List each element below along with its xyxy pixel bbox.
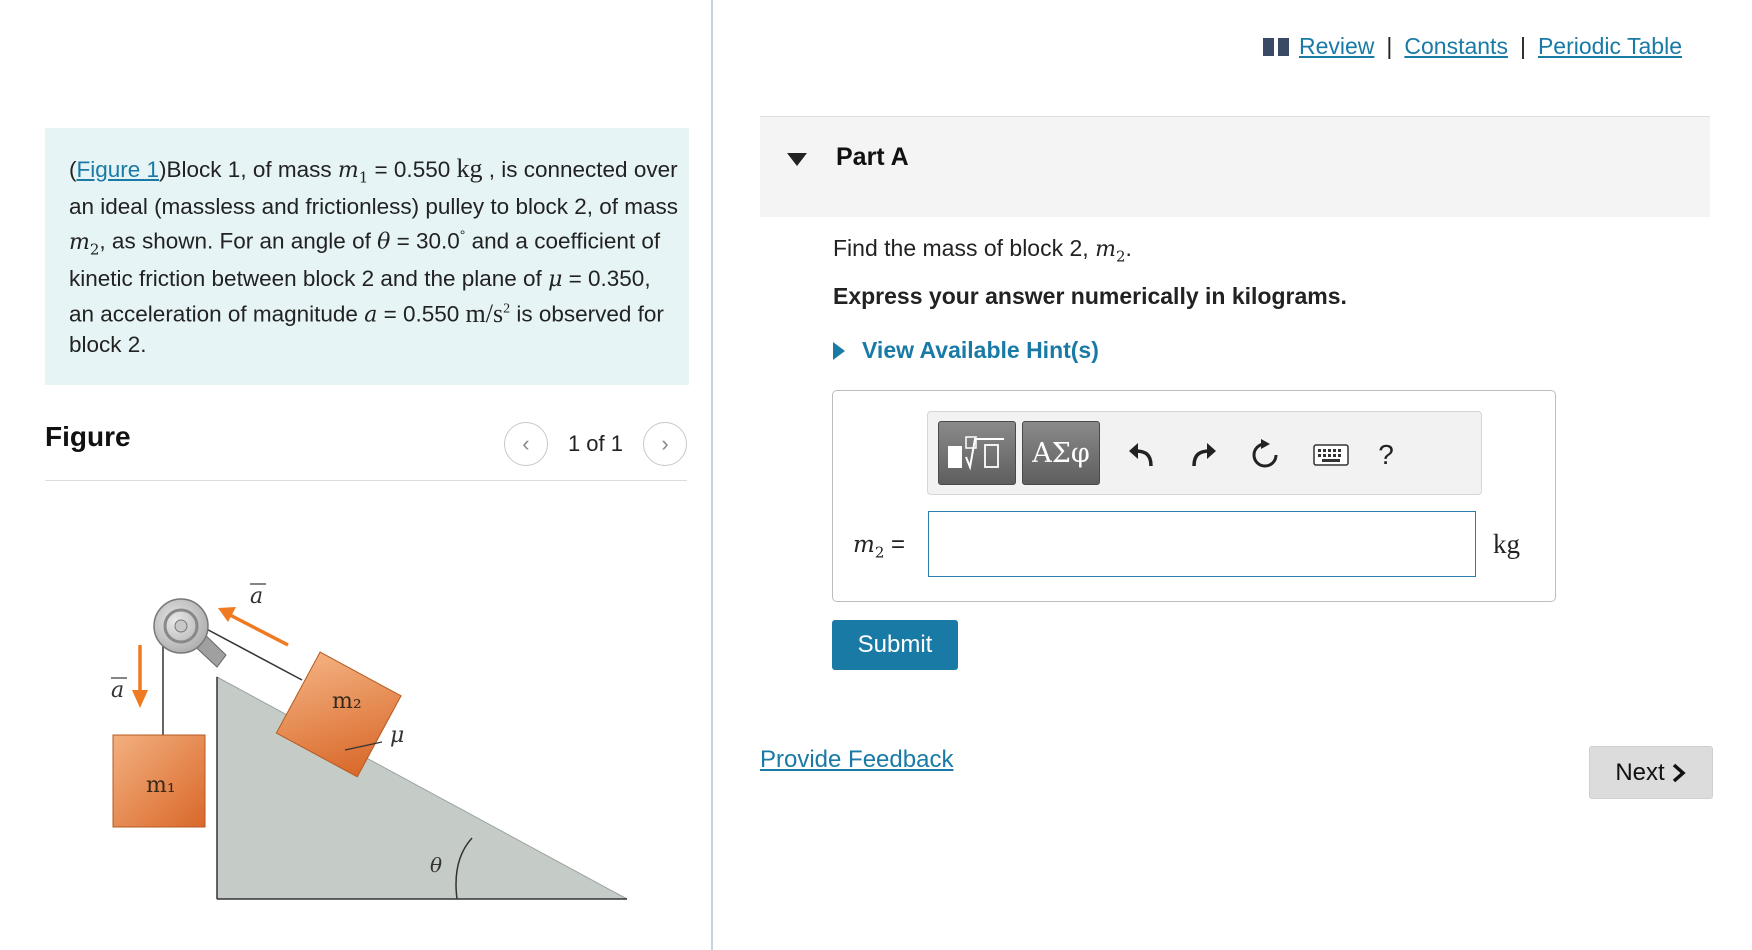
block-2-label: m₂ [332, 689, 362, 714]
answer-equals: = [884, 531, 906, 558]
mu-label: μ [390, 723, 405, 748]
answer-label [853, 531, 905, 562]
review-link[interactable]: Review [1298, 33, 1375, 59]
provide-feedback-link[interactable]: Provide Feedback [760, 746, 954, 773]
help-button[interactable]: ? [1378, 439, 1394, 470]
accel-label-1: a [111, 678, 125, 703]
answer-m2-symbol [853, 532, 885, 562]
top-resource-links [1263, 33, 1682, 60]
text-fragment: , is connected over an ideal (massless and frictionless) pulley to block 2, of mass [69, 157, 679, 220]
chevron-right-icon: › [661, 431, 669, 456]
link-separator: | [1386, 33, 1393, 59]
answer-box [832, 390, 1556, 602]
panel-divider [711, 0, 713, 950]
prev-figure-button[interactable] [504, 422, 548, 466]
mu-symbol: μ [548, 267, 563, 293]
accel-arrow-1-head [132, 690, 148, 708]
accel-arrow-2-shaft [230, 615, 288, 645]
text-fragment: is observed for block 2. [69, 301, 664, 357]
math-toolbar [927, 411, 1482, 495]
m2-symbol-letter: m [69, 229, 90, 255]
part-a-header[interactable] [760, 117, 1710, 217]
submit-button[interactable]: Submit [832, 620, 958, 670]
text-fragment: )Block 1, of mass [159, 157, 338, 182]
collapse-triangle-icon[interactable] [787, 153, 807, 166]
question-m2-symbol [1095, 237, 1126, 266]
text-fragment: ( [69, 157, 77, 182]
link-separator: | [1519, 33, 1526, 59]
problem-text [69, 154, 679, 359]
view-hints-label: View Available Hint(s) [862, 337, 1099, 363]
chevron-right-icon [1671, 763, 1687, 783]
text-fragment: = 0.550 [368, 157, 457, 182]
unit-kg: kg [456, 154, 483, 183]
undo-icon[interactable] [1125, 438, 1159, 472]
greek-symbols-button[interactable]: ΑΣφ [1022, 421, 1100, 485]
part-title: Part A [836, 143, 909, 171]
m2-symbol [69, 229, 100, 259]
text-fragment: = 0.350, an acceleration of magnitude [69, 266, 651, 327]
theta-label: θ [430, 853, 443, 877]
templates-icon [946, 433, 1008, 473]
next-button[interactable] [1589, 746, 1713, 799]
periodic-table-link[interactable]: Periodic Table [1537, 33, 1682, 59]
problem-statement-box [45, 128, 689, 385]
figure-header [45, 418, 687, 481]
question-m2-subscript: 2 [1115, 247, 1126, 266]
m1-symbol [337, 158, 369, 187]
block-1-label: m₁ [146, 773, 176, 798]
constants-link[interactable]: Constants [1404, 33, 1508, 59]
redo-icon[interactable] [1186, 438, 1220, 472]
answer-unit: kg [1493, 529, 1520, 559]
accel-label-2: a [250, 584, 264, 609]
pulley-incline-figure [100, 570, 640, 910]
figure-title: Figure [45, 421, 131, 452]
text-fragment: , as shown. For an angle of [99, 228, 378, 254]
answer-m2-letter: m [853, 532, 875, 558]
reset-icon[interactable] [1248, 438, 1282, 472]
chevron-left-icon: ‹ [522, 431, 530, 456]
question-text-fragment: . [1125, 235, 1132, 261]
text-fragment: = 30.0 [390, 228, 460, 254]
templates-button[interactable] [938, 421, 1016, 485]
unit-acceleration [466, 299, 511, 328]
question-text-fragment: Find the mass of block 2, [833, 235, 1096, 261]
book-icon [1263, 38, 1289, 56]
left-panel [0, 0, 712, 950]
figure-link[interactable]: Figure 1 [76, 157, 160, 182]
a-symbol: a [364, 302, 378, 328]
figure-pager [504, 422, 687, 466]
text-fragment: = 0.550 [377, 301, 466, 327]
theta-symbol: θ [377, 229, 391, 255]
expand-triangle-icon [833, 342, 845, 360]
answer-input[interactable] [928, 511, 1476, 577]
m2-subscript: 2 [89, 240, 100, 259]
unit-ms: m/s [465, 298, 504, 328]
next-button-label: Next [1615, 758, 1665, 786]
view-hints-toggle[interactable] [833, 337, 1099, 364]
pulley-axle [175, 620, 187, 632]
next-figure-button[interactable] [643, 422, 687, 466]
answer-m2-subscript: 2 [874, 543, 885, 562]
question-m2-letter: m [1095, 237, 1116, 262]
incline-plane [217, 677, 627, 899]
pager-count: 1 of 1 [567, 431, 623, 456]
accel-arrow-2-head [218, 607, 236, 622]
question-text [833, 235, 1132, 265]
keyboard-icon[interactable] [1311, 438, 1351, 472]
m1-subscript: 1 [358, 168, 369, 187]
unit-exponent: 2 [503, 301, 511, 317]
answer-instruction: Express your answer numerically in kilograms. [833, 283, 1347, 309]
degree-symbol: ° [459, 227, 466, 244]
m1-symbol-letter: m [337, 158, 359, 183]
text-fragment: and a coefficient of kinetic friction between block 2 and the plane of [69, 228, 661, 292]
